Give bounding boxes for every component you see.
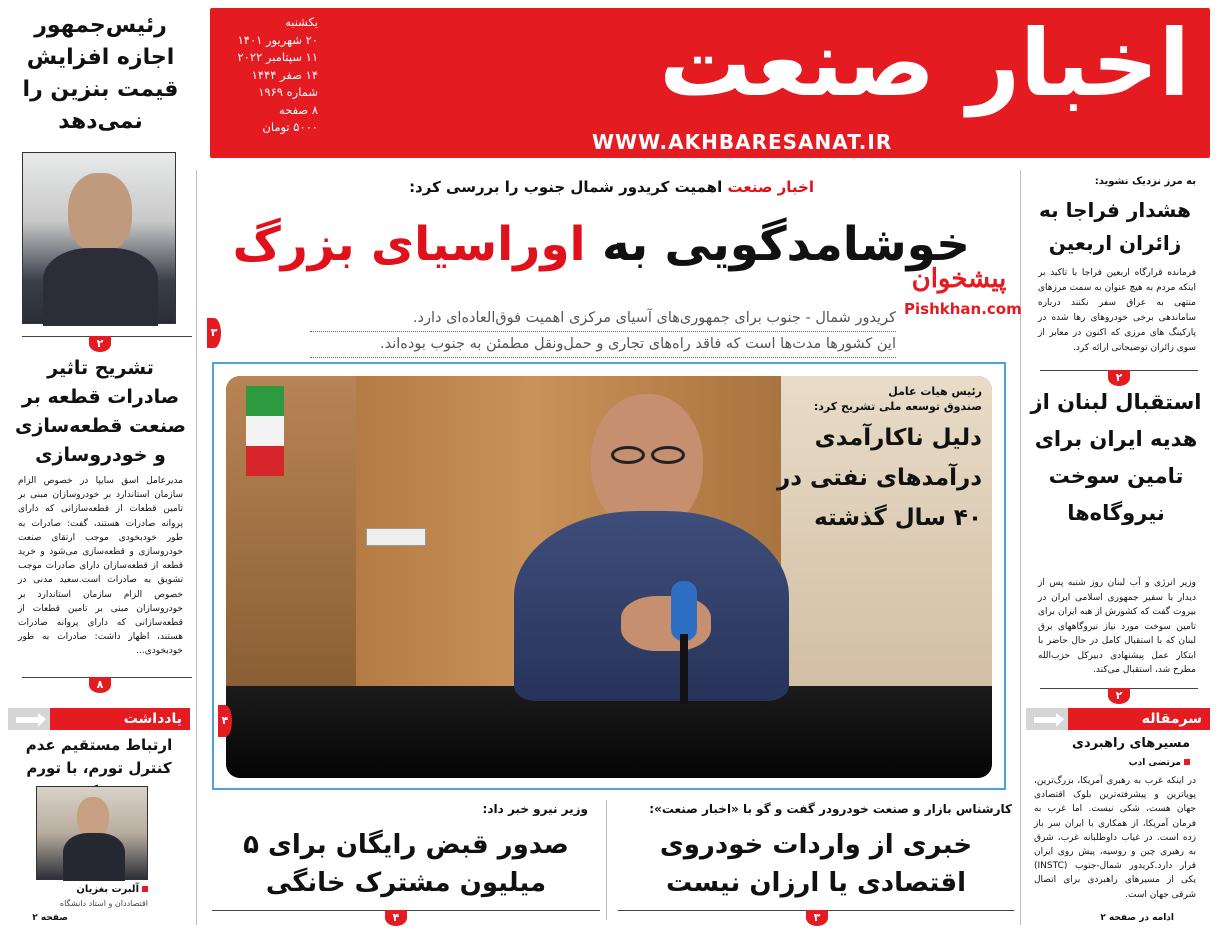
column-rule [1020, 170, 1021, 925]
main-sub-1: کریدور شمال - جنوب برای جمهوری‌های آسیای مرکزی اهمیت فوق‌العاده‌ای دارد. [310, 306, 896, 332]
bottom-left-kicker: وزیر نیرو خبر داد: [482, 802, 588, 816]
bottom-left-headline[interactable]: صدور قبض رایگان برای ۵ میلیون مشترک خانگی [243, 830, 569, 898]
feature-box[interactable] [212, 362, 1006, 790]
editorial-continued[interactable]: ادامه در صفحه ۲ [1100, 913, 1174, 923]
issue-info [218, 14, 318, 137]
feature-kicker-2: صندوق توسعه ملی تشریح کرد: [813, 400, 982, 413]
right-top-kicker: به مرز نزدیک نشوید: [1094, 176, 1196, 187]
pishkhan-watermark [904, 258, 1022, 318]
left-mid-headline[interactable]: تشریح تاثیر صادرات قطعه بر صنعت قطعه‌سازی و خودروسازی [15, 357, 186, 466]
page-badge[interactable]: ۳ [806, 910, 828, 926]
main-headline[interactable] [232, 214, 970, 276]
main-headline-black[interactable]: خوشامدگویی به [602, 217, 970, 272]
feature-kicker-1: رئیس هیات عامل [888, 385, 982, 398]
main-subheads [310, 306, 896, 358]
note-headline[interactable]: ارتباط مستقیم عدم کنترل تورم، با تورم [25, 736, 173, 777]
microphone-stand [680, 634, 688, 704]
right-top-headline[interactable]: هشدار فراجا به زائران اربعین [1038, 198, 1192, 255]
note-author-name: آلبرت بغزیان [76, 884, 139, 895]
page-badge[interactable]: ۴ [385, 910, 407, 926]
editorial-arrow-icon [1026, 708, 1068, 730]
issue-day: یکشنبه [285, 15, 318, 29]
left-top-headline[interactable]: رئیس‌جمهور اجازه افزایش قیمت بنزین را نمی‌دهد [22, 13, 179, 134]
microphone-icon [671, 581, 697, 641]
masthead-url[interactable]: WWW.AKHBARESANAT.IR [592, 130, 893, 154]
main-headline-red[interactable]: اوراسیای بزرگ [232, 217, 586, 272]
note-author-title: اقتصاددان و استاد دانشگاه [59, 899, 148, 908]
feature-page-badge[interactable]: ۴ [218, 705, 232, 737]
masthead [210, 8, 1210, 158]
wall-switch [366, 528, 426, 546]
editorial-body: در اینکه غرب به رهبری آمریکا، بزرگ‌ترین، پویاترین و پیشرفته‌ترین بلوک اقتصادی جهان هست، شکی نیست. اما غرب به فرمان آمریکا، از همکاری با ایران سر باز زده است. در غیاب داوطلبانه غرب، شرق به رهبری چین و روسیه، پیش روی ایران قرار دارد.کریدور شمال-جنوب (INSTC) یکی از مسیرهای راهبردی برای اتصال شرقی جهان است. [1034, 776, 1196, 900]
issue-date-fa: ۲۰ شهریور ۱۴۰۱ [237, 32, 318, 47]
editorial-author-name: مرتضی ادب [1128, 758, 1181, 768]
right-mid-body: وزیر انرژی و آب لبنان روز شنبه پس از دیدار با سفیر جمهوری اسلامی ایران در بیروت گفت که کشورش از هبه ایران برای تامین سوخت مورد نیاز نیروگاههای برق لبنان که با استقبال کامل در حال حاضر با ابتکار عمل پیشنهادی دبیرکل حزب‌الله مطرح شد، استقبال می‌کند. [1038, 578, 1196, 675]
issue-date-en: ۱۱ سپتامبر ۲۰۲۲ [237, 50, 318, 64]
bullet-icon [142, 886, 148, 892]
left-top-story[interactable] [8, 10, 193, 140]
page-badge[interactable]: ۲ [1108, 370, 1130, 386]
bottom-right-headline[interactable]: خبری از واردات خودروی اقتصادی یا ارزان نیست [659, 830, 973, 898]
page-badge[interactable]: ۲ [1108, 688, 1130, 704]
watermark-en: Pishkhan.com [904, 300, 1022, 318]
main-kicker-text: اهمیت کریدور شمال جنوب را بررسی کرد: [409, 178, 723, 196]
left-mid-body: مدیرعامل اسق سایپا در خصوص الزام سازمان استاندارد بر خودروسازان مبنی بر تامین قطعات از قطعه‌سازانی که دارای پروانه صادرات هستند، گفت: صادرات به طور خودبخودی موجب ارتقای صنعت خودروسازی و قطعه‌سازی می‌شود و خرید قطعه از قطعه‌سازان دارای صادرات موجب تشویق به صادرات است.سعید مدنی در خصوص الزام سازمان استاندارد بر خودروسازان مبنی بر تامین قطعات از قطعه‌سازانی که دارای پروانه صادرات هستند، اظهار داشت: صادرات به طور خودبخودی... [18, 476, 183, 657]
bullet-icon [1184, 759, 1190, 765]
glasses-icon [611, 446, 645, 464]
author-photo [36, 786, 148, 880]
column-rule [196, 170, 197, 925]
face-shape [68, 173, 132, 253]
watermark-fa: پیشخوان [911, 264, 1007, 294]
main-sub-2: این کشورها مدت‌ها است که فاقد راه‌های تجاری و حمل‌ونقل مطمئن به جنوب بوده‌اند. [310, 332, 896, 358]
note-label: یادداشت [50, 708, 190, 730]
main-page-badge[interactable]: ۳ [207, 318, 221, 348]
feature-headline[interactable]: دلیل ناکارآمدی درآمدهای نفتی در ۴۰ سال گذشته [776, 425, 982, 531]
man-hands [621, 596, 711, 651]
issue-price: ۵۰۰۰ تومان [262, 120, 318, 134]
main-kicker-source: اخبار صنعت [727, 178, 814, 196]
note-author [36, 884, 148, 895]
note-arrow-icon [8, 708, 50, 730]
page-badge[interactable]: ۸ [89, 677, 111, 693]
issue-number: شماره ۱۹۶۹ [258, 85, 318, 99]
note-continued[interactable]: صفحه ۲ [32, 913, 68, 923]
left-mid-story[interactable] [8, 354, 193, 659]
feature-text[interactable] [742, 384, 982, 538]
editorial-author [1030, 758, 1190, 768]
right-top-body: فرمانده قرارگاه اربعین فراجا با تاکید بر اینکه مردم به هیچ عنوان به سمت مرزهای منتهی به عراق سفر نکنند درباره ساماندهی برخی خودروهای رها شده در پارکینگ های مرزی که اکنون در معابر از سوی زائران توضیحاتی ارائه کرد. [1038, 268, 1196, 353]
issue-date-hijri: ۱۴ صفر ۱۴۴۴ [251, 67, 318, 82]
face-shape [77, 797, 109, 837]
editorial-headline[interactable]: مسیرهای راهبردی [1072, 736, 1190, 751]
suit-shape [43, 248, 158, 326]
suit-shape [63, 833, 125, 881]
editorial-label: سرمقاله [1068, 708, 1210, 730]
column-rule [606, 800, 607, 920]
page-badge[interactable]: ۲ [89, 336, 111, 352]
flag-icon [246, 386, 284, 476]
right-mid-headline[interactable]: استقبال لبنان از هدیه ایران برای تامین سوخت نیروگاه‌ها [1030, 390, 1202, 525]
issue-pages: ۸ صفحه [278, 102, 318, 117]
glasses-icon [651, 446, 685, 464]
masthead-logo: اخبار صنعت [659, 10, 1190, 117]
president-photo [22, 152, 176, 324]
main-kicker [380, 178, 814, 196]
bottom-right-kicker: کارشناس بازار و صنعت خودرودر گفت و گو با «اخبار صنعت»: [649, 802, 1012, 816]
